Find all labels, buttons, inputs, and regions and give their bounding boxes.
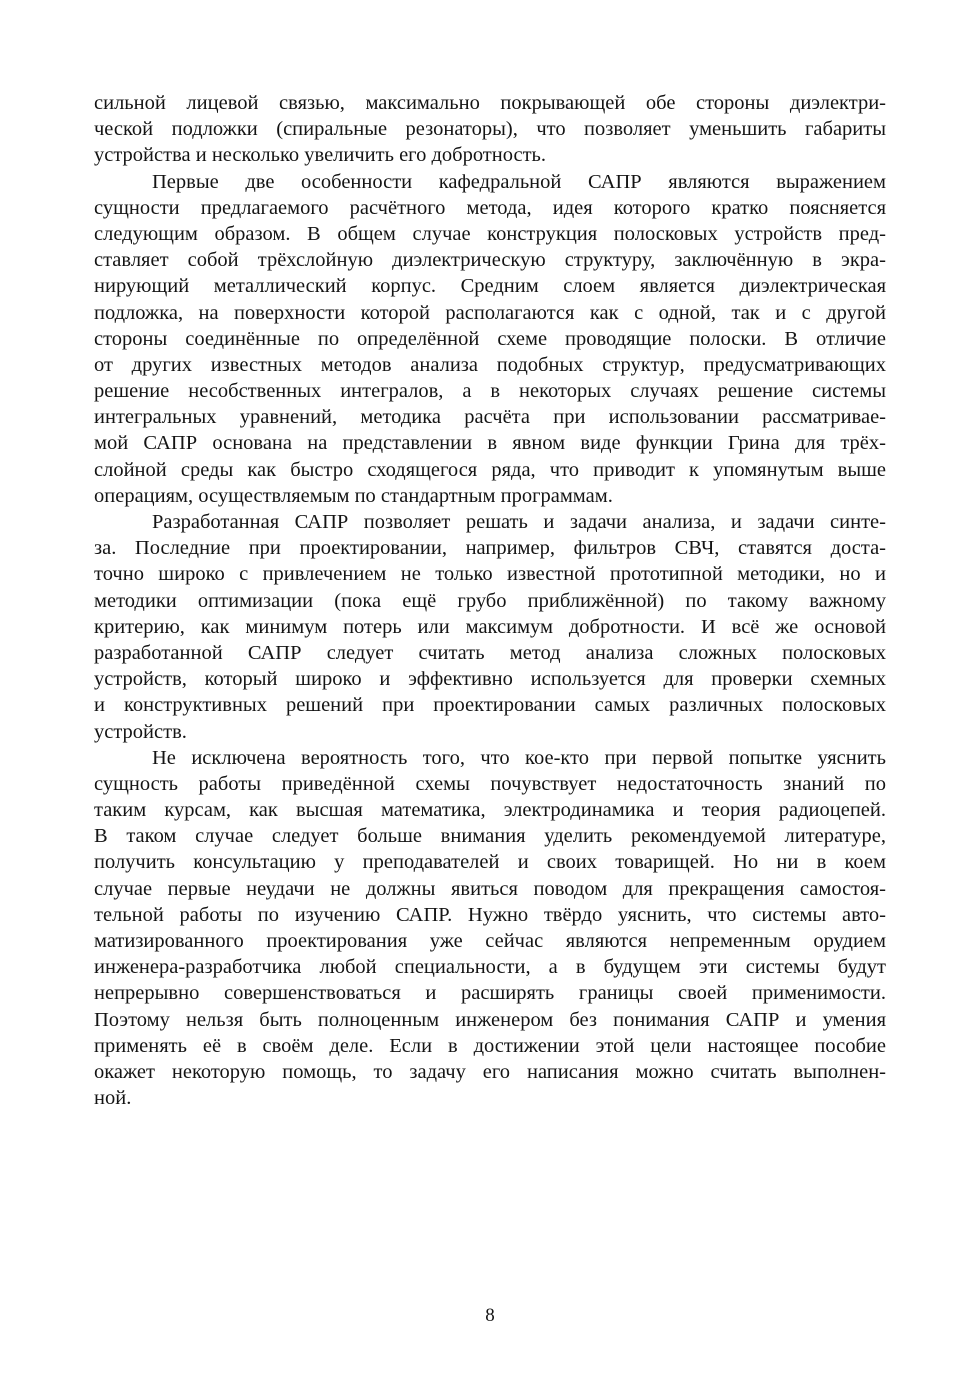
text-line: получить консультацию у преподавателей и своих товарищей. Но ни в коем [94, 851, 886, 874]
text-line: непрерывно совершенствоваться и расширять границы своей применимости. [94, 982, 886, 1005]
text-line: сущность работы приведённой схемы почувствует недостаточность знаний по [94, 772, 886, 795]
text-line: операциям, осуществляемым по стандартным программам. [94, 484, 613, 507]
text-line: случае первые неудачи не должны явиться поводом для прекращения самостоя- [94, 877, 886, 900]
text-line: матизированного проектирования уже сейчас являются непременным орудием [94, 930, 886, 952]
text-line: Не исключена вероятность того, что кое-кто при первой попытке уяснить [152, 746, 886, 769]
text-line: инженера-разработчика любой специальности, а в будущем эти системы будут [94, 956, 886, 979]
paragraph-3 [94, 509, 886, 745]
text-line: решение несобственных интегралов, а в некоторых случаях решение системы [94, 380, 886, 403]
text-line: В таком случае следует больше внимания уделить рекомендуемой литературе, [94, 825, 886, 848]
text-line: сущности предлагаемого расчётного метода, идея которого кратко поясняется [94, 196, 886, 219]
text-line: стороны соединённые по определённой схеме проводящие полоски. В отличие [94, 327, 886, 350]
text-line: критерию, как минимум потерь или максимум добротности. И всё же основой [94, 615, 886, 638]
text-line: разработанной САПР следует считать метод анализа сложных полосковых [94, 641, 886, 664]
paragraph-4 [94, 745, 886, 1112]
text-line: таким курсам, как высшая математика, электродинамика и теория радиоцепей. [94, 799, 886, 822]
text-line: Поэтому нельзя быть полноценным инженером без понимания САПР и умения [94, 1008, 886, 1031]
text-line: устройства и несколько увеличить его добротность. [94, 144, 547, 167]
text-line: интегральных уравнений, методика расчёта при использовании рассматривае- [94, 406, 886, 429]
text-line: мой САПР основана на представлении в явном виде функции Грина для трёх- [94, 432, 886, 455]
text-line: следующим образом. В общем случае конструкция полосковых устройств пред- [94, 222, 886, 245]
text-line: Первые две особенности кафедральной САПР являются выражением [152, 170, 886, 193]
text-line: подложка, на поверхности которой располагаются как с одной, так и с другой [94, 301, 886, 324]
text-line: методики оптимизации (пока ещё грубо приближённой) по такому важному [94, 589, 886, 612]
page-body [94, 90, 886, 1111]
text-line: устройств. [94, 720, 187, 743]
text-line: за. Последние при проектировании, например, фильтров СВЧ, ставятся доста- [94, 537, 886, 560]
text-line: тельной работы по изучению САПР. Нужно твёрдо уяснить, что системы авто- [94, 903, 886, 926]
text-line: от других известных методов анализа подобных структур, предусматривающих [94, 353, 886, 376]
text-line: слойной среды как быстро сходящегося ряда, что приводит к упомянутым выше [94, 458, 886, 481]
page-number: 8 [485, 1305, 495, 1326]
text-line: окажет некоторую помощь, то задачу его написания можно считать выполнен- [94, 1060, 886, 1083]
text-line: и конструктивных решений при проектировании самых различных полосковых [94, 694, 886, 717]
text-line: ставляет собой трёхслойную диэлектрическую структуру, заключённую в экра- [94, 249, 886, 272]
text-line: нирующий металлический корпус. Средним слоем является диэлектрическая [94, 275, 886, 298]
text-line: применять её в своём деле. Если в достижении этой цели настоящее пособие [94, 1034, 886, 1057]
text-line: ческой подложки (спиральные резонаторы), что позволяет уменьшить габариты [94, 118, 886, 141]
paragraph-1 [94, 90, 886, 169]
text-line: устройств, который широко и эффективно используется для проверки схемных [94, 668, 886, 691]
text-line: Разработанная САПР позволяет решать и задачи анализа, и задачи синте- [152, 511, 886, 533]
paragraph-2 [94, 169, 886, 509]
text-line: ной. [94, 1087, 132, 1110]
text-line: точно широко с привлечением не только известной прототипной методики, но и [94, 563, 886, 586]
text-line: сильной лицевой связью, максимально покрывающей обе стороны диэлектри- [94, 92, 886, 114]
